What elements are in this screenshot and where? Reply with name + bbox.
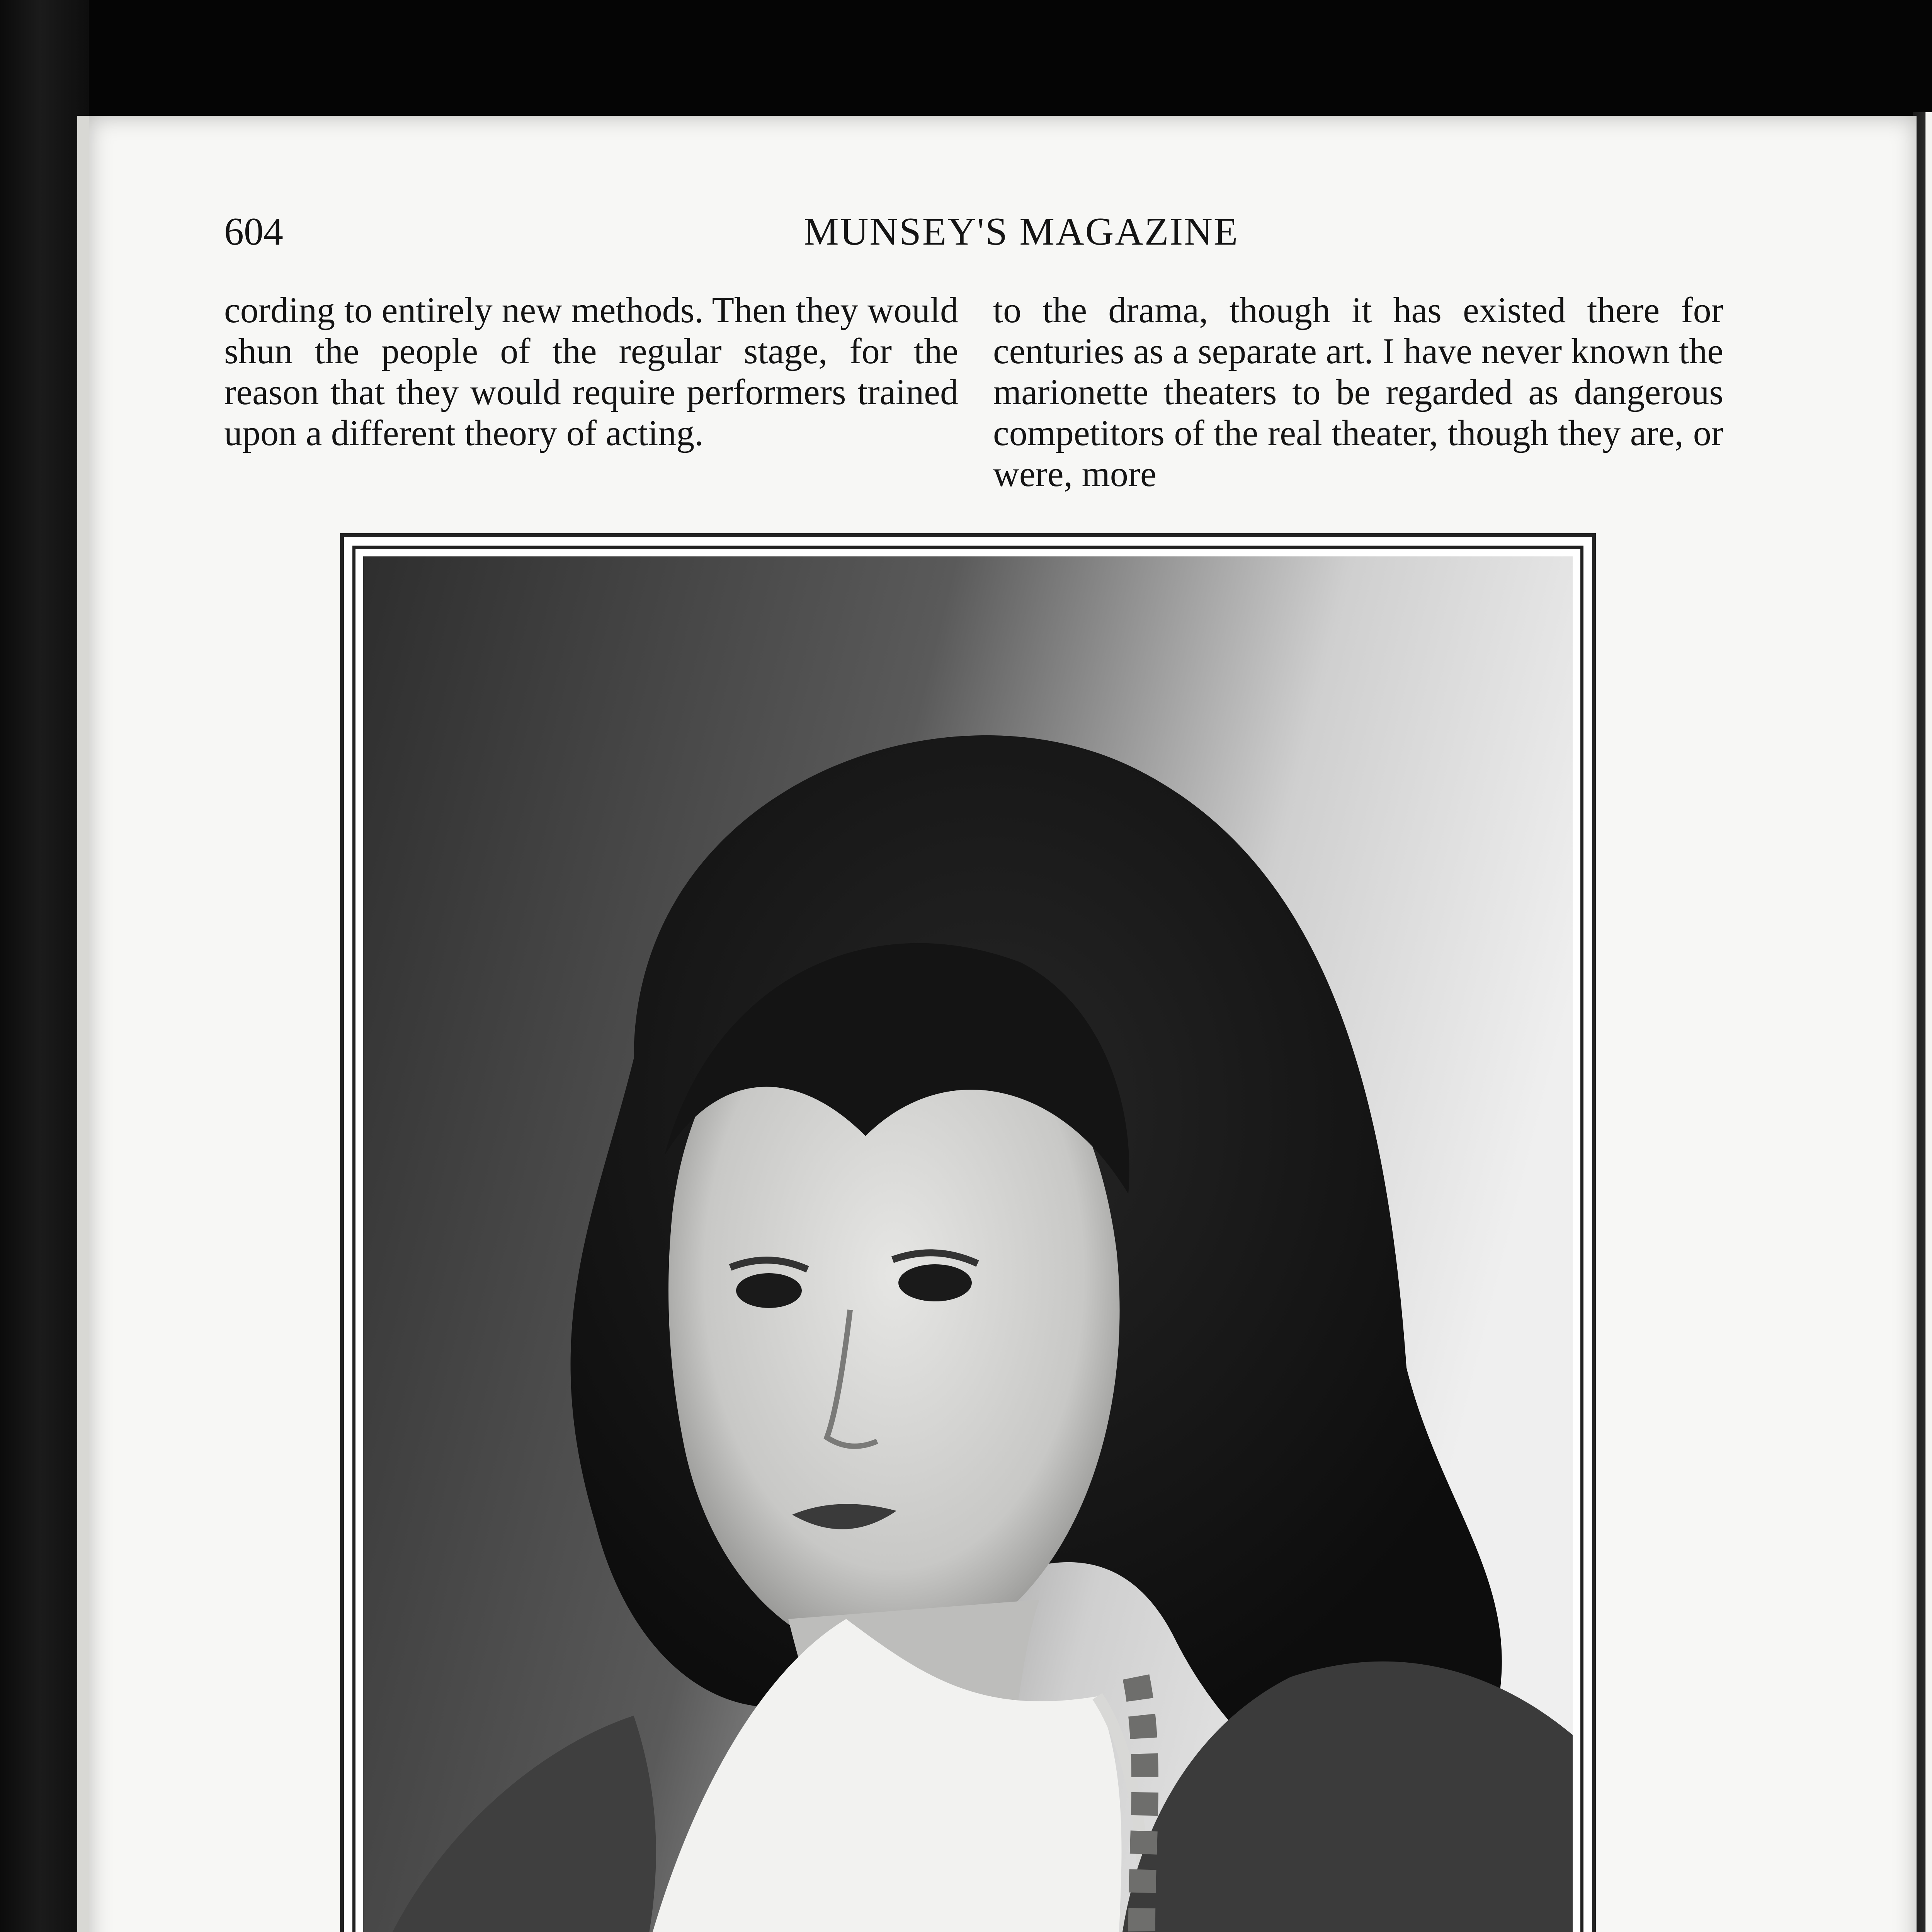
top-left-column: [224, 290, 958, 454]
photo-frame: [340, 533, 1596, 1932]
page-left-edge: [77, 116, 89, 1932]
background-binding: [0, 0, 89, 1932]
paragraph: to the drama, though it has existed there for centuries as a separate art. I have never known the marionette theaters to be regarded as dangerous competitors of the real theater, though they are, or were, more: [993, 290, 1723, 494]
running-head: [224, 207, 1654, 257]
portrait-illustration: [363, 556, 1573, 1932]
portrait-photo: [363, 556, 1573, 1932]
magazine-title: MUNSEY'S MAGAZINE: [804, 210, 1239, 253]
page-number: 604: [224, 210, 283, 253]
top-right-column: [993, 290, 1723, 495]
paragraph: cording to entirely new methods. Then they would shun the people of the regular stage, for the reason that they would require performers trained upon a different theory of acting.: [224, 290, 958, 453]
